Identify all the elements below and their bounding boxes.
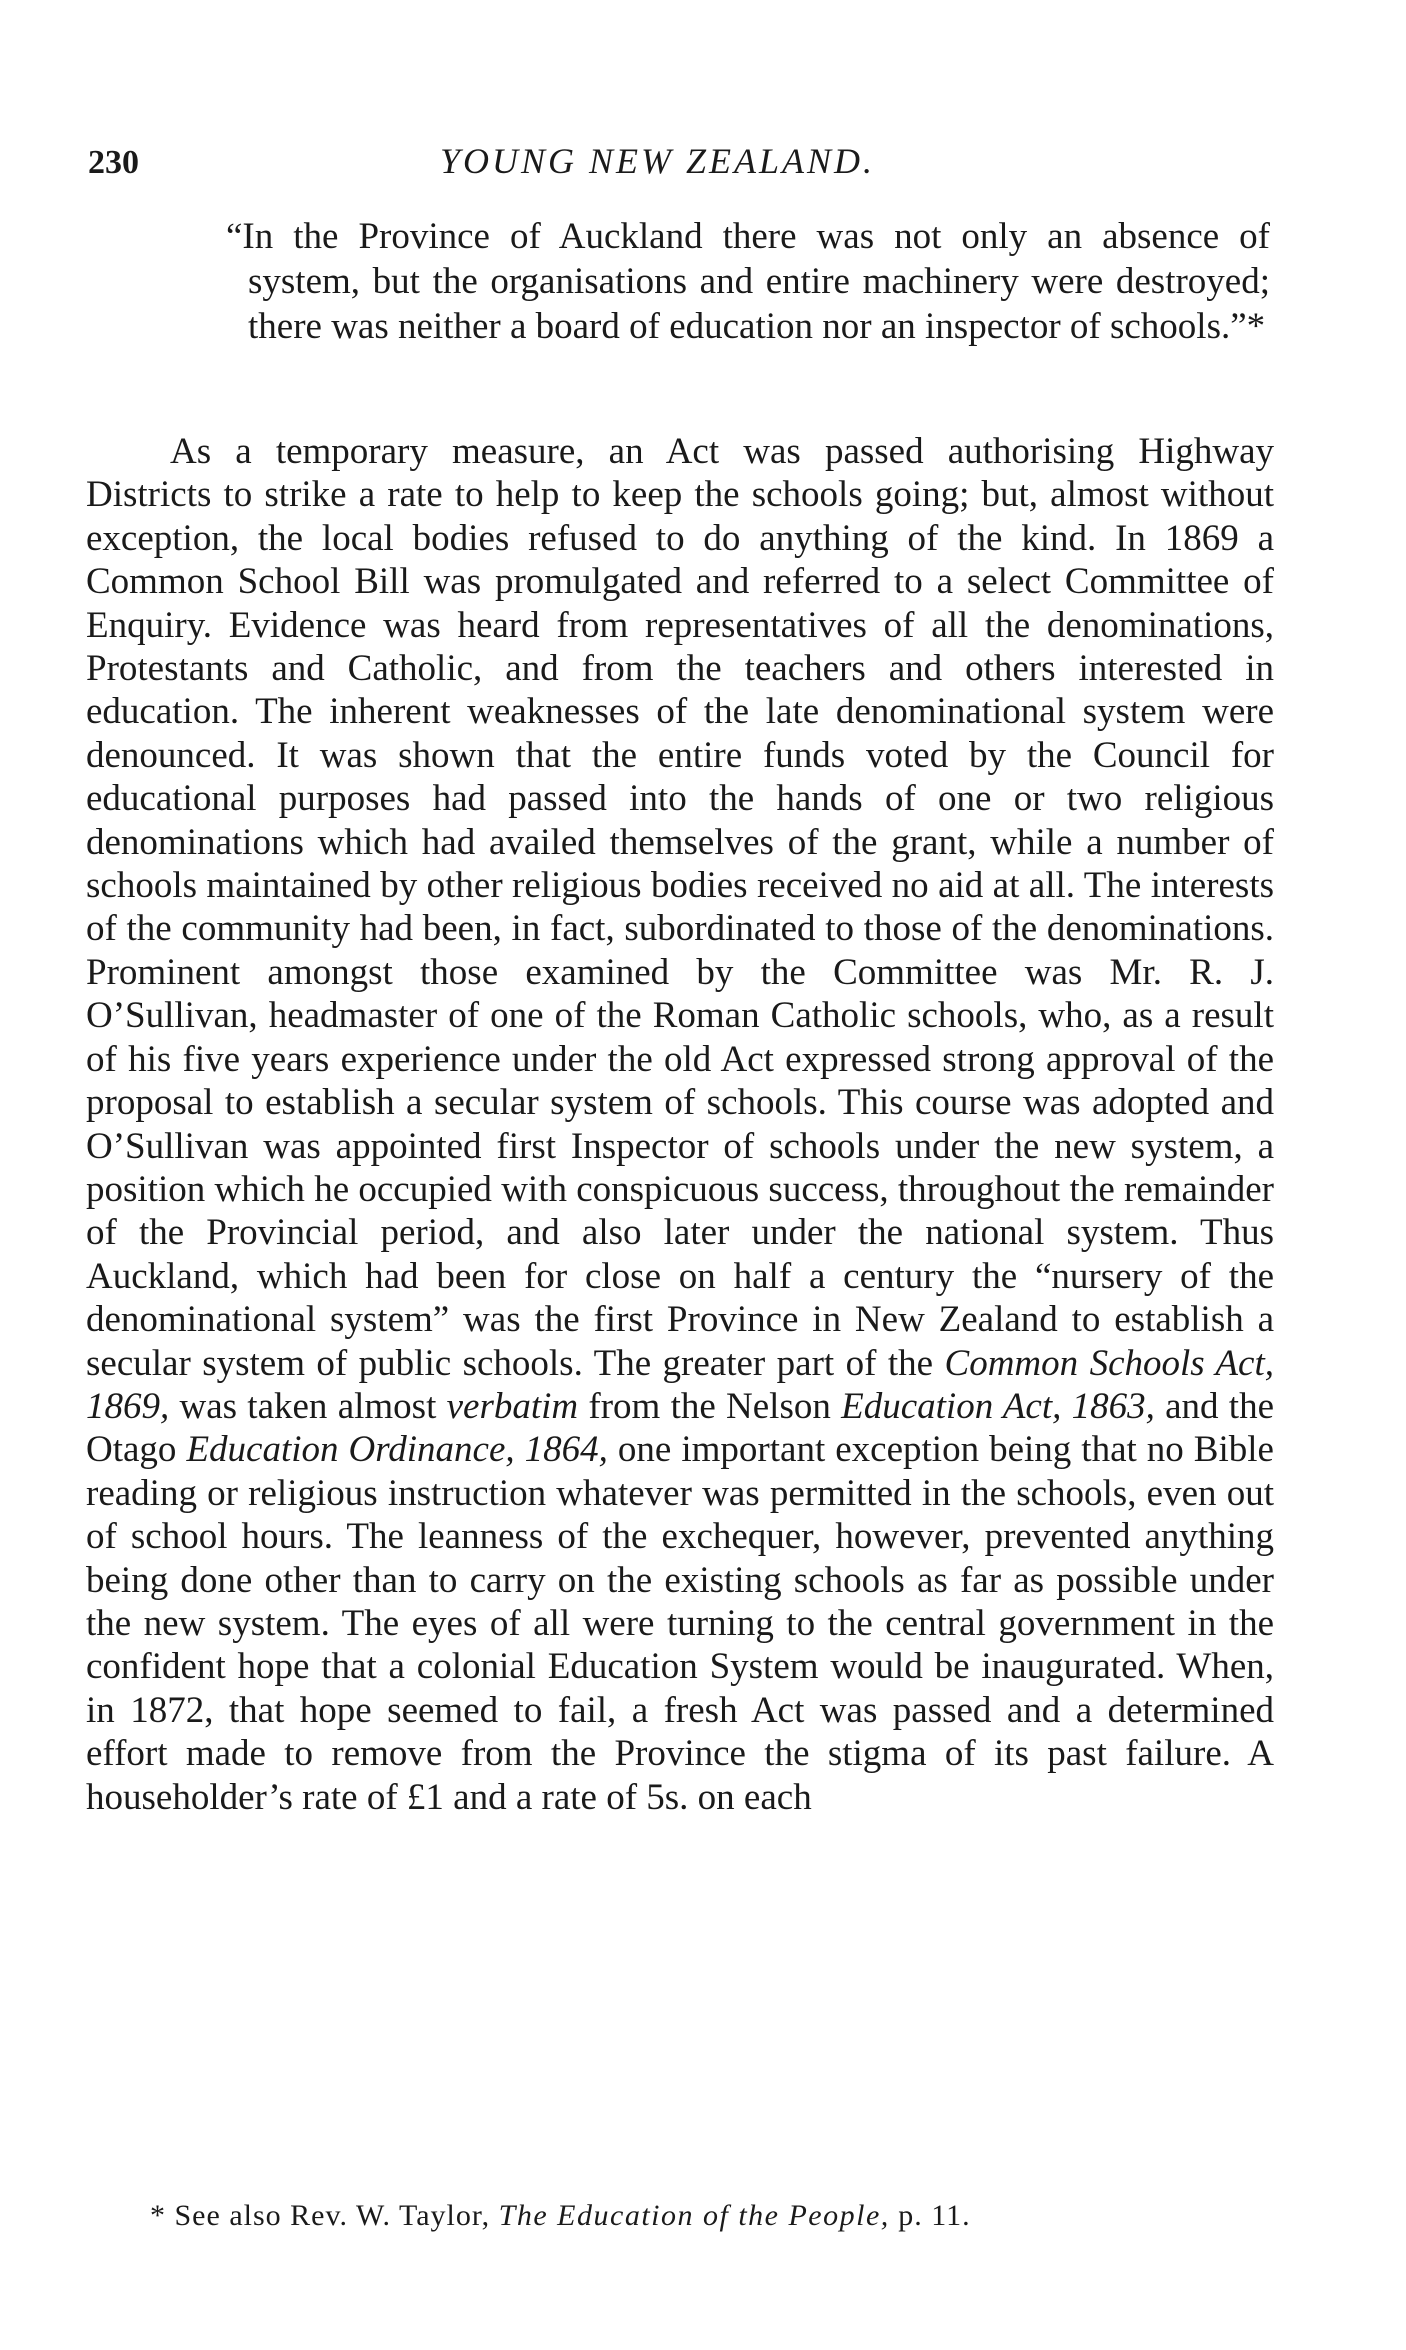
body-text-part-1: As a temporary measure, an Act was passed authorising Highway Districts to strike a rate to help to keep the schools going; but, almost without exception, the local bodies refused to do anything of the kind. In 1869 a Common School Bill was promulgated and referred to a select Committee of Enquiry. Evidence was heard from representatives of all the denominations, Protestants and Catholic, and from the teachers and others interested in education. The inherent weaknesses of the late denominational system were denounced. It was shown that the entire funds voted by the Council for educational purposes had passed into the hands of one or two religious denominations which had availed themselves of the grant, while a number of schools maintained by other religious bodies received no aid at all. The interests of the community had been, in fact, subordinated to those of the denominations. Prominent amongst those examined by the Committee was Mr. R. J. O’Sullivan, headmaster of one of the Roman Catholic schools, who, as a result of his five years experience under the old Act expressed strong approval of the proposal to establish a secular system of schools. This course was adopted and O’Sullivan was appointed first Inspector of schools under the new system, a position which he occupied with conspicuous success, throughout the remainder of the Provincial period, and also later under the national system. Thus Auckland, which had been for close on half a century the “nursery of the denominational system” was the first Province in New Zealand to establish a secular system of public schools. The greater part of the: [86, 431, 1274, 1384]
footnote-page: p. 11.: [889, 2199, 971, 2232]
block-quote: “In the Province of Auckland there was not only an absence of system, but the organisations and entire machinery were destroyed; there was neither a board of education nor an inspector of schools.”*: [226, 216, 1270, 347]
body-paragraph: [86, 430, 1274, 1819]
verbatim-term: verbatim: [446, 1385, 579, 1427]
common-schools-act-reference: Common Schools Act, 1869,: [86, 1342, 1274, 1427]
nelson-act-reference: Education Act, 1863,: [841, 1385, 1155, 1427]
footnote-lead: * See also Rev. W. Taylor,: [150, 2199, 499, 2232]
page-number: 230: [88, 144, 139, 181]
body-text-part-5: one important exception being that no Bible reading or religious instruction whatever was permitted in the schools, even out of school hours. The leanness of the exchequer, however, prevented anything being done other than to carry on the existing schools as far as possible under the new system. The eyes of all were turning to the central government in the confident hope that a colonial Education System would be inaugurated. When, in 1872, that hope seemed to fail, a fresh Act was passed and a determined effort made to remove from the Province the stigma of its past failure. A householder’s rate of £1 and a rate of 5s. on each: [86, 1429, 1274, 1818]
body-text-part-2: was taken almost: [169, 1385, 447, 1427]
page-header: [0, 140, 1406, 190]
body-text-part-4: and the Otago: [86, 1385, 1274, 1471]
footnote: [150, 2199, 971, 2233]
body-text: [86, 430, 1274, 1819]
running-title: YOUNG NEW ZEALAND.: [440, 141, 876, 181]
body-text-part-3: from the Nelson: [578, 1385, 842, 1427]
footnote-book-title: The Education of the People,: [498, 2199, 890, 2232]
otago-ordinance-reference: Education Ordinance, 1864,: [186, 1429, 608, 1471]
